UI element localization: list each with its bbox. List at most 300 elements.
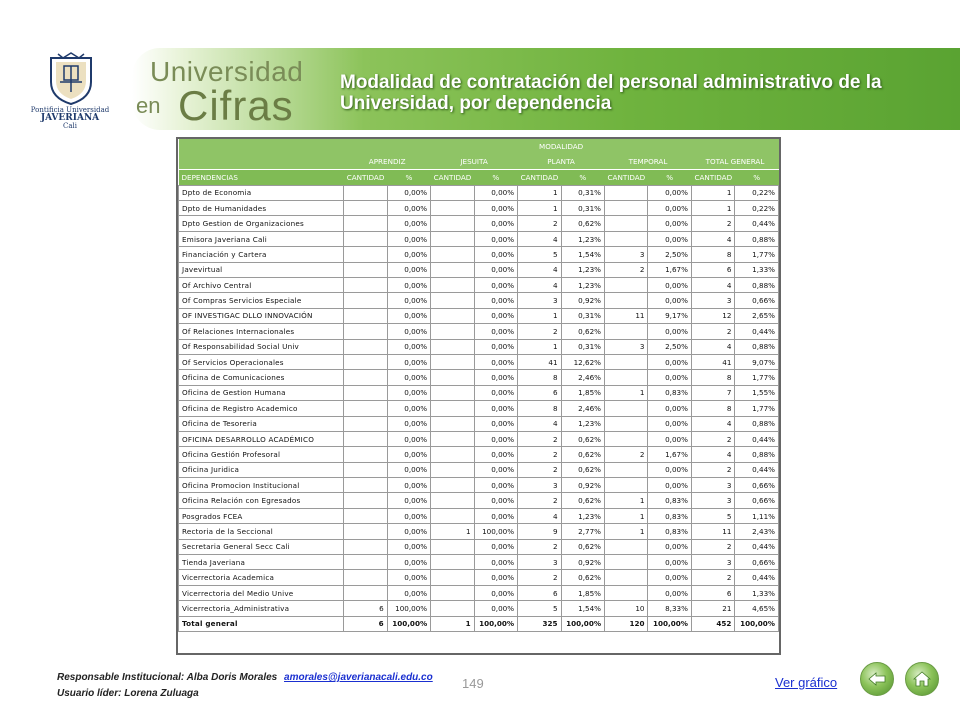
cantidad-cell: 6 bbox=[344, 601, 387, 616]
cantidad-cell bbox=[605, 570, 648, 585]
cantidad-cell bbox=[344, 401, 387, 416]
percent-cell: 0,00% bbox=[387, 539, 430, 554]
dependencia-cell: Total general bbox=[179, 616, 344, 631]
cantidad-cell: 2 bbox=[518, 324, 561, 339]
cantidad-header: CANTIDAD bbox=[431, 170, 474, 185]
percent-cell: 1,67% bbox=[648, 447, 691, 462]
percent-cell: 100,00% bbox=[387, 601, 430, 616]
cantidad-cell bbox=[605, 293, 648, 308]
percent-cell: 0,00% bbox=[387, 201, 430, 216]
cantidad-cell bbox=[344, 570, 387, 585]
cantidad-cell bbox=[431, 324, 474, 339]
percent-cell: 1,85% bbox=[561, 385, 604, 400]
logo-line-1: Pontificia Universidad bbox=[30, 106, 110, 114]
table-row bbox=[179, 216, 779, 231]
percent-cell: 0,62% bbox=[561, 447, 604, 462]
percent-cell: 9,17% bbox=[648, 308, 691, 323]
percent-cell: 0,66% bbox=[735, 493, 779, 508]
cantidad-cell: 3 bbox=[518, 478, 561, 493]
percent-cell: 0,00% bbox=[474, 401, 517, 416]
percent-cell: 2,50% bbox=[648, 339, 691, 354]
percent-cell: 0,00% bbox=[387, 431, 430, 446]
table-row bbox=[179, 447, 779, 462]
percent-cell: 0,00% bbox=[648, 231, 691, 246]
percent-cell: 2,77% bbox=[561, 524, 604, 539]
cantidad-cell: 12 bbox=[691, 308, 734, 323]
percent-cell: 0,00% bbox=[387, 231, 430, 246]
ver-grafico-link[interactable]: Ver gráfico bbox=[775, 675, 838, 690]
cantidad-cell bbox=[431, 354, 474, 369]
table-row bbox=[179, 462, 779, 477]
back-arrow-icon bbox=[868, 672, 886, 686]
percent-cell: 0,00% bbox=[648, 185, 691, 200]
table-row bbox=[179, 431, 779, 446]
logo-text bbox=[30, 106, 110, 130]
cantidad-cell: 10 bbox=[605, 601, 648, 616]
modalidad-header: MODALIDAD bbox=[344, 139, 779, 154]
table-row bbox=[179, 308, 779, 323]
cantidad-cell: 2 bbox=[518, 447, 561, 462]
cantidad-cell bbox=[605, 185, 648, 200]
percent-cell: 0,00% bbox=[474, 570, 517, 585]
dependencia-cell: Dpto Gestion de Organizaciones bbox=[179, 216, 344, 231]
percent-cell: 0,00% bbox=[648, 293, 691, 308]
cantidad-cell bbox=[431, 401, 474, 416]
percent-header: % bbox=[387, 170, 430, 185]
percent-cell: 0,00% bbox=[387, 354, 430, 369]
cantidad-cell: 8 bbox=[691, 247, 734, 262]
cantidad-cell: 11 bbox=[605, 308, 648, 323]
percent-cell: 1,33% bbox=[735, 262, 779, 277]
cantidad-cell bbox=[344, 216, 387, 231]
percent-cell: 0,00% bbox=[648, 370, 691, 385]
cantidad-cell: 8 bbox=[518, 370, 561, 385]
dependencia-cell: OFICINA DESARROLLO ACADÉMICO bbox=[179, 431, 344, 446]
cantidad-cell: 2 bbox=[605, 262, 648, 277]
percent-cell: 0,00% bbox=[387, 447, 430, 462]
percent-cell: 2,46% bbox=[561, 370, 604, 385]
cantidad-cell bbox=[344, 585, 387, 600]
percent-cell: 0,00% bbox=[387, 508, 430, 523]
table-row bbox=[179, 370, 779, 385]
percent-cell: 0,31% bbox=[561, 339, 604, 354]
cantidad-cell: 5 bbox=[518, 247, 561, 262]
percent-cell: 0,00% bbox=[474, 585, 517, 600]
percent-cell: 0,31% bbox=[561, 201, 604, 216]
cantidad-cell bbox=[344, 539, 387, 554]
cantidad-cell bbox=[431, 385, 474, 400]
table-row bbox=[179, 293, 779, 308]
table-row bbox=[179, 539, 779, 554]
dependencia-cell: Oficina Promocion Institucional bbox=[179, 478, 344, 493]
cantidad-cell bbox=[344, 508, 387, 523]
percent-cell: 0,92% bbox=[561, 293, 604, 308]
percent-cell: 1,23% bbox=[561, 416, 604, 431]
cantidad-cell bbox=[605, 231, 648, 246]
table-row bbox=[179, 201, 779, 216]
percent-cell: 0,00% bbox=[474, 601, 517, 616]
percent-cell: 0,00% bbox=[387, 416, 430, 431]
cantidad-cell bbox=[605, 431, 648, 446]
cantidad-cell: 8 bbox=[518, 401, 561, 416]
cantidad-cell: 1 bbox=[605, 493, 648, 508]
dependencia-cell: Of Servicios Operacionales bbox=[179, 354, 344, 369]
cantidad-cell: 3 bbox=[605, 339, 648, 354]
cantidad-cell: 3 bbox=[691, 493, 734, 508]
percent-cell: 0,00% bbox=[387, 185, 430, 200]
cantidad-cell bbox=[605, 324, 648, 339]
percent-cell: 0,00% bbox=[474, 278, 517, 293]
cantidad-cell: 3 bbox=[691, 478, 734, 493]
table-row bbox=[179, 339, 779, 354]
dependencia-cell: Of Responsabilidad Social Univ bbox=[179, 339, 344, 354]
cantidad-cell bbox=[344, 416, 387, 431]
dependencia-cell: Dpto de Humanidades bbox=[179, 201, 344, 216]
percent-cell: 0,00% bbox=[474, 201, 517, 216]
cantidad-cell bbox=[431, 339, 474, 354]
header bbox=[0, 0, 960, 135]
cantidad-cell bbox=[605, 354, 648, 369]
percent-cell: 2,43% bbox=[735, 524, 779, 539]
percent-cell: 0,00% bbox=[648, 278, 691, 293]
cantidad-cell: 4 bbox=[518, 508, 561, 523]
percent-cell: 0,62% bbox=[561, 216, 604, 231]
cantidad-cell: 4 bbox=[518, 278, 561, 293]
cantidad-cell bbox=[431, 601, 474, 616]
cantidad-cell bbox=[431, 431, 474, 446]
percent-cell: 0,00% bbox=[387, 216, 430, 231]
cantidad-cell bbox=[431, 278, 474, 293]
percent-cell: 0,00% bbox=[474, 293, 517, 308]
percent-cell: 0,00% bbox=[648, 585, 691, 600]
percent-header: % bbox=[561, 170, 604, 185]
cantidad-cell bbox=[431, 493, 474, 508]
percent-cell: 100,00% bbox=[648, 616, 691, 631]
table-row bbox=[179, 278, 779, 293]
cantidad-cell: 8 bbox=[691, 370, 734, 385]
percent-cell: 0,92% bbox=[561, 478, 604, 493]
cantidad-cell: 4 bbox=[691, 231, 734, 246]
cantidad-cell: 7 bbox=[691, 385, 734, 400]
dependencia-cell: Oficina de Registro Academico bbox=[179, 401, 344, 416]
percent-cell: 0,00% bbox=[387, 339, 430, 354]
percent-cell: 1,54% bbox=[561, 601, 604, 616]
cantidad-cell bbox=[344, 354, 387, 369]
percent-cell: 0,88% bbox=[735, 278, 779, 293]
cantidad-cell: 6 bbox=[518, 585, 561, 600]
group-header: TEMPORAL bbox=[605, 154, 692, 169]
percent-cell: 0,00% bbox=[648, 416, 691, 431]
cantidad-cell bbox=[344, 447, 387, 462]
percent-cell: 0,62% bbox=[561, 570, 604, 585]
cantidad-cell: 9 bbox=[518, 524, 561, 539]
table-body bbox=[179, 185, 779, 631]
cantidad-cell bbox=[344, 231, 387, 246]
table-row bbox=[179, 601, 779, 616]
cantidad-cell: 1 bbox=[691, 201, 734, 216]
cantidad-cell bbox=[431, 447, 474, 462]
dependencia-cell: Oficina Gestión Profesoral bbox=[179, 447, 344, 462]
cantidad-cell bbox=[344, 185, 387, 200]
percent-cell: 0,88% bbox=[735, 231, 779, 246]
cantidad-cell: 4 bbox=[518, 416, 561, 431]
percent-cell: 0,00% bbox=[474, 539, 517, 554]
percent-cell: 0,66% bbox=[735, 478, 779, 493]
percent-cell: 1,33% bbox=[735, 585, 779, 600]
percent-cell: 0,44% bbox=[735, 324, 779, 339]
cantidad-cell bbox=[344, 339, 387, 354]
percent-cell: 0,00% bbox=[387, 370, 430, 385]
cantidad-cell bbox=[344, 201, 387, 216]
percent-cell: 1,77% bbox=[735, 401, 779, 416]
cantidad-cell bbox=[344, 431, 387, 446]
table-row bbox=[179, 585, 779, 600]
percent-header: % bbox=[474, 170, 517, 185]
cantidad-cell: 1 bbox=[431, 616, 474, 631]
cantidad-cell bbox=[431, 570, 474, 585]
percent-cell: 0,00% bbox=[648, 570, 691, 585]
percent-cell: 0,83% bbox=[648, 385, 691, 400]
percent-cell: 0,00% bbox=[648, 201, 691, 216]
percent-cell: 0,22% bbox=[735, 201, 779, 216]
dependencia-cell: Of Relaciones Internacionales bbox=[179, 324, 344, 339]
dependencia-cell: Oficina Relación con Egresados bbox=[179, 493, 344, 508]
cantidad-cell bbox=[605, 539, 648, 554]
cantidad-cell: 1 bbox=[605, 524, 648, 539]
dependencia-cell: Tienda Javeriana bbox=[179, 555, 344, 570]
cantidad-cell: 4 bbox=[518, 231, 561, 246]
percent-cell: 0,00% bbox=[387, 262, 430, 277]
page-number: 149 bbox=[462, 676, 484, 691]
percent-cell: 100,00% bbox=[561, 616, 604, 631]
cantidad-cell bbox=[431, 293, 474, 308]
table-row bbox=[179, 324, 779, 339]
group-header: APRENDIZ bbox=[344, 154, 431, 169]
cantidad-cell: 2 bbox=[518, 570, 561, 585]
cantidad-cell: 8 bbox=[691, 401, 734, 416]
percent-cell: 0,00% bbox=[648, 354, 691, 369]
percent-cell: 0,00% bbox=[387, 293, 430, 308]
percent-cell: 0,00% bbox=[387, 385, 430, 400]
usuario-lider: Usuario líder: Lorena Zuluaga bbox=[57, 688, 199, 699]
cantidad-cell: 2 bbox=[518, 539, 561, 554]
table-row bbox=[179, 231, 779, 246]
cantidad-cell bbox=[431, 370, 474, 385]
dependencia-cell: Javevirtual bbox=[179, 262, 344, 277]
cantidad-cell bbox=[431, 308, 474, 323]
dependencia-cell: OF INVESTIGAC DLLO INNOVACIÓN bbox=[179, 308, 344, 323]
cantidad-cell bbox=[344, 555, 387, 570]
percent-cell: 0,00% bbox=[648, 539, 691, 554]
percent-cell: 0,62% bbox=[561, 324, 604, 339]
percent-cell: 1,77% bbox=[735, 247, 779, 262]
cantidad-cell bbox=[344, 262, 387, 277]
cantidad-cell bbox=[605, 401, 648, 416]
cantidad-cell: 4 bbox=[691, 416, 734, 431]
percent-cell: 1,23% bbox=[561, 262, 604, 277]
percent-cell: 1,85% bbox=[561, 585, 604, 600]
cantidad-cell: 11 bbox=[691, 524, 734, 539]
dependencia-cell: Dpto de Economia bbox=[179, 185, 344, 200]
percent-cell: 0,44% bbox=[735, 570, 779, 585]
cantidad-cell bbox=[431, 585, 474, 600]
percent-cell: 0,00% bbox=[387, 278, 430, 293]
percent-cell: 0,00% bbox=[387, 555, 430, 570]
dependencia-cell: Vicerrectoria del Medio Unive bbox=[179, 585, 344, 600]
percent-cell: 0,00% bbox=[474, 416, 517, 431]
cantidad-cell: 2 bbox=[605, 447, 648, 462]
percent-cell: 0,92% bbox=[561, 555, 604, 570]
cantidad-cell: 3 bbox=[691, 555, 734, 570]
dependencia-cell: Oficina de Gestion Humana bbox=[179, 385, 344, 400]
cantidad-cell bbox=[344, 370, 387, 385]
percent-cell: 1,54% bbox=[561, 247, 604, 262]
cantidad-cell bbox=[605, 462, 648, 477]
dependencia-cell: Financiación y Cartera bbox=[179, 247, 344, 262]
cantidad-cell: 2 bbox=[691, 216, 734, 231]
percent-cell: 0,66% bbox=[735, 555, 779, 570]
percent-cell: 0,44% bbox=[735, 462, 779, 477]
percent-cell: 0,00% bbox=[474, 555, 517, 570]
email-link[interactable]: amorales@javerianacali.edu.co bbox=[284, 672, 433, 683]
cantidad-cell: 1 bbox=[518, 339, 561, 354]
cantidad-cell bbox=[431, 416, 474, 431]
cantidad-cell bbox=[344, 478, 387, 493]
cantidad-cell bbox=[605, 201, 648, 216]
percent-cell: 0,44% bbox=[735, 216, 779, 231]
cantidad-cell: 452 bbox=[691, 616, 734, 631]
percent-cell: 0,83% bbox=[648, 493, 691, 508]
percent-cell: 0,44% bbox=[735, 431, 779, 446]
home-icon bbox=[913, 671, 931, 687]
percent-cell: 2,65% bbox=[735, 308, 779, 323]
cantidad-cell bbox=[344, 493, 387, 508]
cantidad-cell: 2 bbox=[518, 216, 561, 231]
cantidad-cell bbox=[344, 462, 387, 477]
table-row bbox=[179, 385, 779, 400]
percent-cell: 0,00% bbox=[474, 247, 517, 262]
cantidad-cell: 2 bbox=[518, 431, 561, 446]
percent-cell: 0,00% bbox=[387, 324, 430, 339]
table-row bbox=[179, 185, 779, 200]
cantidad-cell: 2 bbox=[691, 431, 734, 446]
percent-cell: 1,67% bbox=[648, 262, 691, 277]
percent-cell: 0,00% bbox=[474, 324, 517, 339]
cantidad-cell: 1 bbox=[518, 185, 561, 200]
cantidad-cell bbox=[431, 216, 474, 231]
cantidad-cell bbox=[344, 324, 387, 339]
percent-cell: 1,23% bbox=[561, 508, 604, 523]
data-table bbox=[178, 139, 779, 632]
cantidad-header: CANTIDAD bbox=[605, 170, 648, 185]
percent-cell: 1,55% bbox=[735, 385, 779, 400]
cantidad-cell: 1 bbox=[691, 185, 734, 200]
cantidad-cell bbox=[431, 247, 474, 262]
percent-cell: 100,00% bbox=[387, 616, 430, 631]
cantidad-cell bbox=[605, 585, 648, 600]
percent-cell: 0,00% bbox=[387, 478, 430, 493]
cantidad-cell bbox=[344, 278, 387, 293]
percent-cell: 0,00% bbox=[648, 431, 691, 446]
percent-cell: 0,00% bbox=[474, 431, 517, 446]
dependencia-cell: Rectoria de la Seccional bbox=[179, 524, 344, 539]
percent-cell: 0,88% bbox=[735, 447, 779, 462]
group-header: TOTAL GENERAL bbox=[691, 154, 778, 169]
brand-universidad: Universidad bbox=[150, 56, 304, 87]
total-row bbox=[179, 616, 779, 631]
percent-cell: 1,23% bbox=[561, 231, 604, 246]
back-button[interactable] bbox=[860, 662, 894, 696]
dependencias-header: DEPENDENCIAS bbox=[179, 170, 344, 185]
brand-cifras: Cifras bbox=[178, 82, 294, 129]
percent-cell: 0,00% bbox=[387, 524, 430, 539]
cantidad-cell: 3 bbox=[518, 293, 561, 308]
cantidad-cell: 41 bbox=[518, 354, 561, 369]
percent-cell: 0,00% bbox=[387, 585, 430, 600]
cantidad-cell bbox=[605, 555, 648, 570]
percent-cell: 0,00% bbox=[474, 231, 517, 246]
cantidad-header: CANTIDAD bbox=[344, 170, 387, 185]
cantidad-cell: 41 bbox=[691, 354, 734, 369]
group-header: JESUITA bbox=[431, 154, 518, 169]
header-row-modalidad bbox=[179, 139, 779, 154]
dependencia-cell: Oficina de Comunicaciones bbox=[179, 370, 344, 385]
cantidad-cell: 2 bbox=[518, 462, 561, 477]
percent-cell: 0,00% bbox=[474, 385, 517, 400]
percent-cell: 12,62% bbox=[561, 354, 604, 369]
cantidad-cell bbox=[605, 416, 648, 431]
home-button[interactable] bbox=[905, 662, 939, 696]
percent-cell: 0,00% bbox=[474, 216, 517, 231]
percent-cell: 0,00% bbox=[474, 339, 517, 354]
percent-cell: 0,00% bbox=[474, 508, 517, 523]
crest-icon bbox=[36, 52, 106, 108]
table-row bbox=[179, 262, 779, 277]
percent-cell: 0,62% bbox=[561, 493, 604, 508]
group-header: PLANTA bbox=[518, 154, 605, 169]
cantidad-cell bbox=[431, 262, 474, 277]
percent-cell: 0,00% bbox=[474, 370, 517, 385]
percent-cell: 0,44% bbox=[735, 539, 779, 554]
dependencia-cell: Of Archivo Central bbox=[179, 278, 344, 293]
percent-cell: 0,00% bbox=[648, 216, 691, 231]
table-row bbox=[179, 478, 779, 493]
cantidad-cell: 5 bbox=[518, 601, 561, 616]
cantidad-cell: 6 bbox=[691, 585, 734, 600]
cantidad-cell bbox=[431, 231, 474, 246]
percent-cell: 0,00% bbox=[648, 462, 691, 477]
percent-cell: 0,83% bbox=[648, 524, 691, 539]
cantidad-cell bbox=[431, 201, 474, 216]
percent-cell: 0,00% bbox=[648, 401, 691, 416]
cantidad-cell: 4 bbox=[691, 447, 734, 462]
cantidad-cell bbox=[431, 508, 474, 523]
cantidad-cell: 3 bbox=[691, 293, 734, 308]
percent-cell: 0,62% bbox=[561, 431, 604, 446]
percent-cell: 0,83% bbox=[648, 508, 691, 523]
dependencia-cell: Posgrados FCEA bbox=[179, 508, 344, 523]
percent-cell: 100,00% bbox=[735, 616, 779, 631]
percent-cell: 2,46% bbox=[561, 401, 604, 416]
cantidad-cell: 1 bbox=[431, 524, 474, 539]
percent-header: % bbox=[648, 170, 691, 185]
percent-cell: 0,31% bbox=[561, 185, 604, 200]
percent-cell: 0,62% bbox=[561, 462, 604, 477]
percent-cell: 0,00% bbox=[474, 478, 517, 493]
cantidad-cell bbox=[605, 478, 648, 493]
percent-cell: 2,50% bbox=[648, 247, 691, 262]
dependencia-cell: Of Compras Servicios Especiale bbox=[179, 293, 344, 308]
